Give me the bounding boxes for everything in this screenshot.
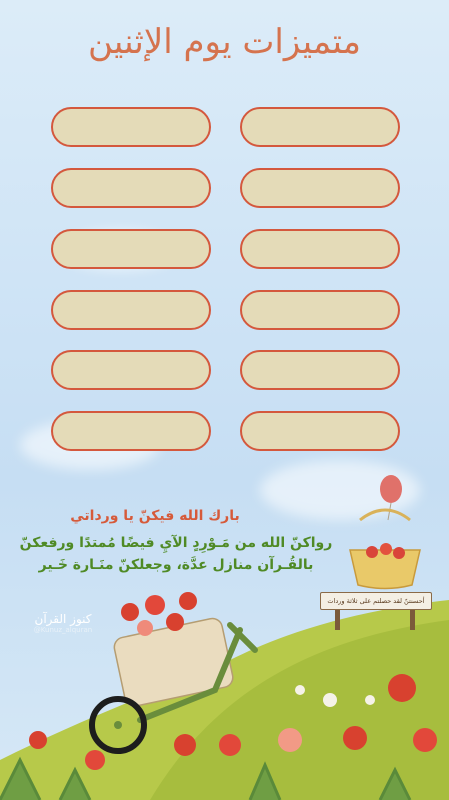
basket-icon [350,550,420,589]
blessing-line: بالقُـرآن منازل عدَّة، وجعلكنّ منَـارة خَـير [38,557,314,573]
blessing-heading: بارك الله فيكنّ يا ورداتي [70,508,240,524]
brand-name: كنوز القرآن [34,612,92,626]
page-title: متميزات يوم الإثنين [88,22,361,62]
brand-logo [28,612,98,634]
signpost-board: أحسنتنّ لقد حصلتم على ثلاثة وردات [320,592,432,610]
balloon-icon [380,475,402,503]
blessing-text [8,532,344,576]
blessing-line: رواكنّ الله من مَـوْرِدٍ الآيِ فيضًا مُمتدًا ورفعكنّ [19,535,333,551]
basket-handle [360,510,410,520]
brand-handle: @Kunuz_alquran [33,626,93,634]
